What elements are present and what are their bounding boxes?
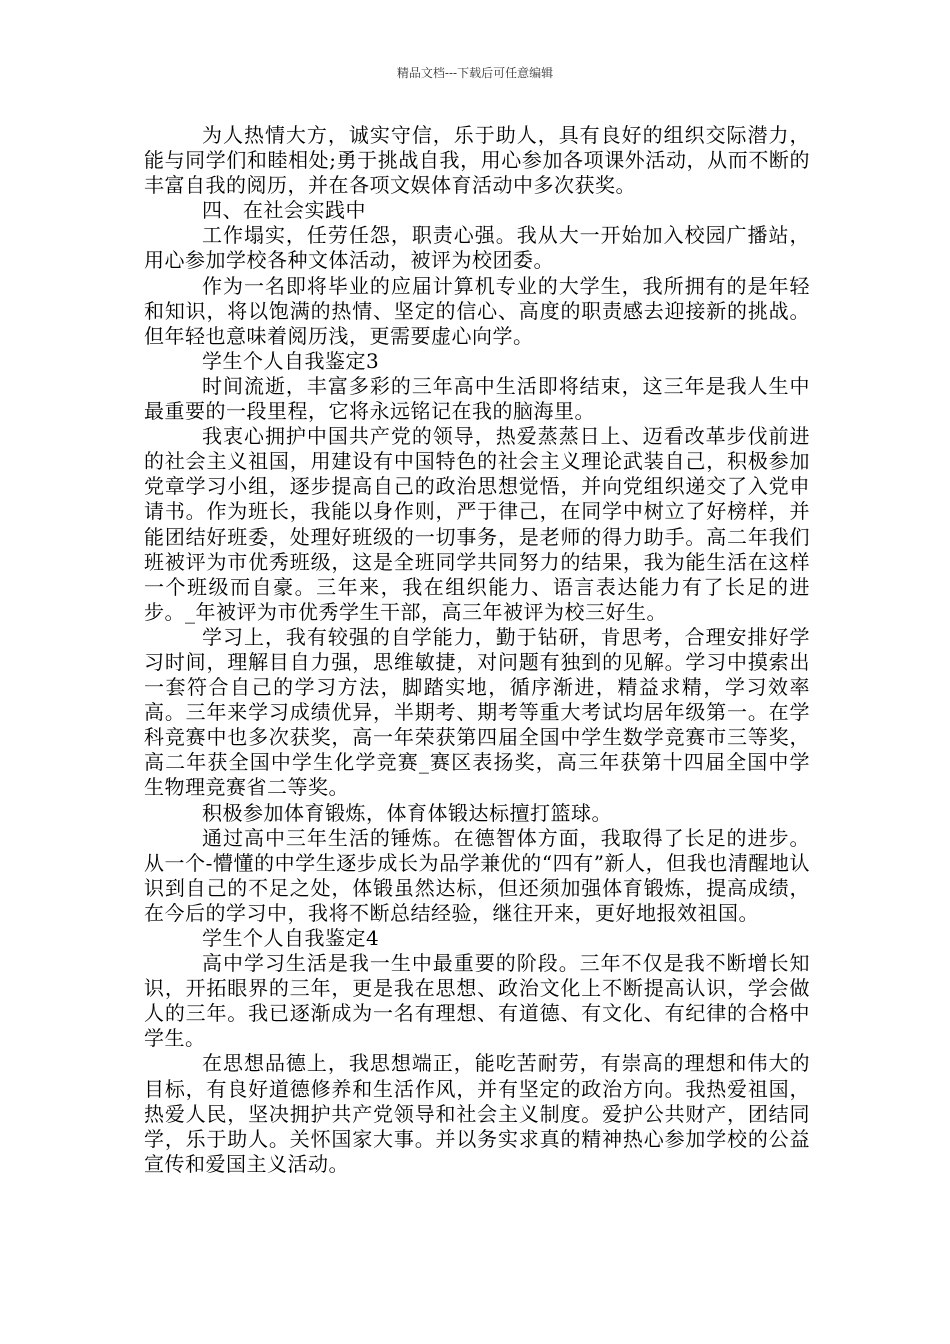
paragraph: 高中学习生活是我一生中最重要的阶段。三年不仅是我不断增长知识，开拓眼界的三年，更是我在思想、政治文化上不断提高认识，学会做人的三年。我已逐渐成为一名有理想、有道德、有文化、有纪律的合格中学生。 [144,951,810,1051]
document-body [144,123,810,1177]
paragraph: 积极参加体育锻炼，体育体锻达标擅打篮球。 [202,800,612,825]
paragraph: 作为一名即将毕业的应届计算机专业的大学生，我所拥有的是年轻和知识，将以饱满的热情、坚定的信心、高度的职责感去迎接新的挑战。但年轻也意味着阅历浅，更需要虚心向学。 [144,273,810,348]
paragraph: 学习上，我有较强的自学能力，勤于钻研，肯思考，合理安排好学习时间，理解目自力强，思维敏捷，对问题有独到的见解。学习中摸索出一套符合自己的学习方法，脚踏实地，循序渐进，精益求精，学习效率高。三年来学习成绩优异，半期考、期考等重大考试均居年级第一。在学科竞赛中也多次获奖，高一年荣获第四届全国中学生数学竞赛市三等奖，高二年获全国中学生化学竞赛_赛区表扬奖，高三年获第十四届全国中学生物理竞赛省二等奖。 [144,624,810,800]
paragraph: 工作塌实，任劳任怨，职责心强。我从大一开始加入校园广播站，用心参加学校各种文体活动，被评为校团委。 [144,223,810,273]
paragraph: 为人热情大方，诚实守信，乐于助人，具有良好的组织交际潜力，能与同学们和睦相处;勇于挑战自我，用心参加各项课外活动，从而不断的丰富自我的阅历，并在各项文娱体育活动中多次获奖。 [144,123,810,198]
paragraph: 在思想品德上，我思想端正，能吃苦耐劳，有崇高的理想和伟大的目标，有良好道德修养和生活作风，并有坚定的政治方向。我热爱祖国，热爱人民，坚决拥护共产党领导和社会主义制度。爱护公共财产，团结同学，乐于助人。关怀国家大事。并以务实求真的精神热心参加学校的公益宣传和爱国主义活动。 [144,1051,810,1176]
section-heading: 学生个人自我鉴定4 [202,926,380,950]
paragraph: 我衷心拥护中国共产党的领导，热爱蒸蒸日上、迈看改革步伐前进的社会主义祖国，用建设有中国特色的社会主义理论武装自己，积极参加党章学习小组，逐步提高自己的政治思想觉悟，并向党组织递交了入党申请书。作为班长，我能以身作则，严于律己，在同学中树立了好榜样，并能团结好班委，处理好班级的一切事务，是老师的得力助手。高二年我们班被评为市优秀班级，这是全班同学共同努力的结果，我为能生活在这样一个班级而自豪。三年来，我在组织能力、语言表达能力有了长足的进步。_年被评为市优秀学生干部，高三年被评为校三好生。 [144,424,810,624]
paragraph: 通过高中三年生活的锤炼。在德智体方面，我取得了长足的进步。从一个-懵懂的中学生逐步成长为品学兼优的“四有”新人，但我也清醒地认识到自己的不足之处，体锻虽然达标，但还须加强体育锻炼，提高成绩，在今后的学习中，我将不断总结经验，继往开来，更好地报效祖国。 [144,825,810,925]
section-heading: 学生个人自我鉴定3 [202,348,380,373]
section-heading: 四、在社会实践中 [202,198,366,223]
page-header: 精品文档---下载后可任意编辑 [396,66,554,80]
paragraph: 时间流逝，丰富多彩的三年高中生活即将结束，这三年是我人生中最重要的一段里程，它将永远铭记在我的脑海里。 [144,373,810,424]
